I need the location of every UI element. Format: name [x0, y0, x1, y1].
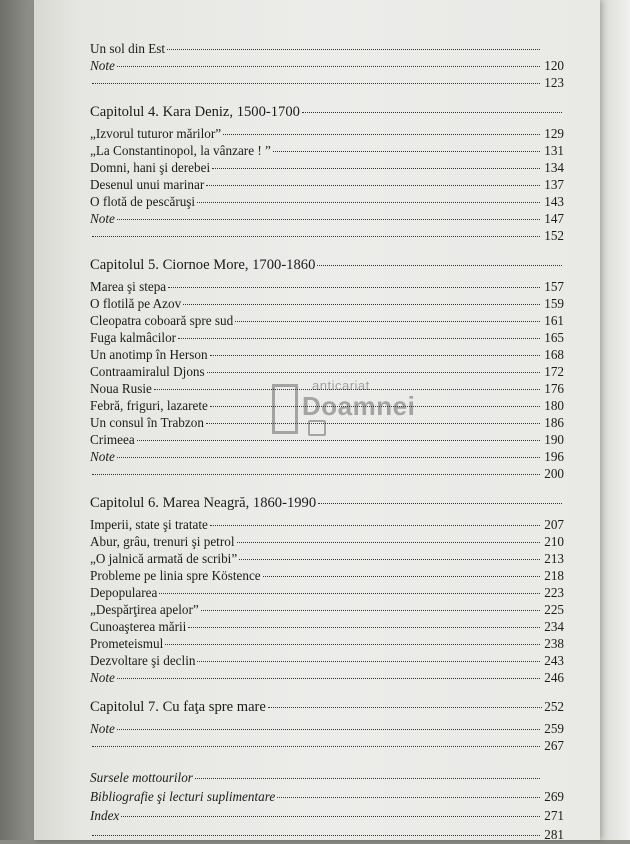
- dot-leader: [206, 184, 540, 186]
- dot-leader: [165, 643, 540, 645]
- toc-entry: [90, 787, 564, 806]
- toc-entry: [90, 720, 564, 737]
- toc-entry: [90, 278, 564, 295]
- toc-entry-label: Note: [90, 449, 115, 464]
- dot-leader: [223, 133, 540, 135]
- toc-entry: [90, 414, 564, 431]
- toc-entry: [90, 380, 564, 397]
- toc-entry-label: Fuga kalmâcilor: [90, 330, 177, 345]
- toc-entry: [90, 618, 564, 635]
- page-number: 259: [544, 721, 564, 736]
- toc-entry-label: Sursele mottourilor: [90, 770, 193, 785]
- toc-entry: [90, 397, 564, 414]
- page-number: 246: [544, 670, 564, 685]
- toc-entry-label: „Izvorul tuturor mărilor”: [90, 126, 222, 141]
- watermark-main-text: Doamnei: [302, 391, 416, 421]
- toc-entry-label: Note: [90, 211, 115, 226]
- toc-entry-label: Probleme pe linia spre Köstence: [90, 568, 261, 583]
- toc-entry-label: Noua Rusie: [90, 381, 152, 396]
- dot-leader: [273, 150, 540, 152]
- dot-leader: [237, 541, 541, 543]
- dot-leader: [239, 558, 540, 560]
- page-number: 137: [544, 177, 564, 192]
- page-number: 210: [544, 534, 564, 549]
- watermark-top-text: anticariat: [312, 378, 370, 393]
- dot-leader: [197, 201, 540, 203]
- page-number: 131: [544, 143, 564, 158]
- page-number: 129: [544, 126, 564, 141]
- dot-leader: [263, 575, 540, 577]
- dot-leader: [92, 745, 540, 747]
- page-number: 120: [544, 58, 564, 73]
- chapter-heading: [90, 254, 564, 276]
- toc-entry: [90, 57, 564, 74]
- toc-entry: [90, 363, 564, 380]
- toc-entry-label: „O jalnică armată de scribi”: [90, 551, 238, 566]
- toc-entry-label: Cleopatra coboară spre sud: [90, 313, 234, 328]
- page-number: 267: [544, 738, 564, 753]
- dot-leader: [317, 264, 562, 266]
- toc-entry: [90, 652, 564, 669]
- toc-entry-label: Marea şi stepa: [90, 279, 167, 294]
- section-gap: [90, 754, 564, 768]
- toc-entry: [90, 431, 564, 448]
- toc-entry: [90, 601, 564, 618]
- toc-entry-label: Depopularea: [90, 585, 158, 600]
- dot-leader: [92, 235, 540, 237]
- dot-leader: [318, 502, 562, 504]
- dot-leader: [183, 303, 540, 305]
- dot-leader: [210, 524, 540, 526]
- toc-entry: [90, 550, 564, 567]
- toc-entry-label: Un anotimp în Herson: [90, 347, 208, 362]
- toc-entry: [90, 74, 564, 91]
- toc-entry-label: Contraamiralul Djons: [90, 364, 205, 379]
- dot-leader: [212, 167, 540, 169]
- toc-entry-label: O flotilă pe Azov: [90, 296, 182, 311]
- dot-leader: [277, 796, 540, 798]
- chapter-heading: [90, 492, 564, 514]
- page-number: 271: [544, 808, 564, 823]
- toc-entry: [90, 567, 564, 584]
- page-number: 190: [544, 432, 564, 447]
- page-number: 252: [544, 699, 564, 714]
- toc-entry-label: „Despărţirea apelor”: [90, 602, 199, 617]
- toc-entry-label: Bibliografie şi lecturi suplimentare: [90, 789, 276, 804]
- dot-leader: [197, 660, 540, 662]
- dot-leader: [117, 65, 540, 67]
- toc-entry-label: Abur, grâu, trenuri şi petrol: [90, 534, 235, 549]
- toc-entry-label: O flotă de pescăruşi: [90, 194, 196, 209]
- page-number: 207: [544, 517, 564, 532]
- toc-entry: [90, 825, 564, 844]
- page-number: 172: [544, 364, 564, 379]
- dot-leader: [268, 706, 542, 708]
- dot-leader: [195, 777, 540, 779]
- dot-leader: [210, 405, 540, 407]
- dot-leader: [92, 82, 540, 84]
- toc-entry: [90, 768, 564, 787]
- dot-leader: [159, 592, 540, 594]
- toc-entry-label: Dezvoltare şi declin: [90, 653, 196, 668]
- toc-entry: [90, 142, 564, 159]
- toc-entry: [90, 210, 564, 227]
- page-number: 200: [544, 466, 564, 481]
- page-number: 180: [544, 398, 564, 413]
- toc-entry: [90, 295, 564, 312]
- page-number: 196: [544, 449, 564, 464]
- page-number: 186: [544, 415, 564, 430]
- toc-entry-label: Un consul în Trabzon: [90, 415, 204, 430]
- toc-entry-label: Febră, friguri, lazarete: [90, 398, 208, 413]
- toc-entry: [90, 584, 564, 601]
- toc-entry: [90, 448, 564, 465]
- toc-entry: [90, 516, 564, 533]
- toc-entry-label: Crimeea: [90, 432, 135, 447]
- toc-entry-label: Cunoaşterea mării: [90, 619, 187, 634]
- toc-entry: [90, 465, 564, 482]
- page-number: 147: [544, 211, 564, 226]
- dot-leader: [207, 371, 540, 373]
- chapter-title: Capitolul 6. Marea Neagră, 1860-1990: [90, 495, 317, 511]
- page-number: 269: [544, 789, 564, 804]
- dot-leader: [121, 815, 540, 817]
- page-number: 168: [544, 347, 564, 362]
- page-number: 165: [544, 330, 564, 345]
- page-number: 223: [544, 585, 564, 600]
- dot-leader: [201, 609, 540, 611]
- chapter-heading: [90, 101, 564, 123]
- toc-entry: [90, 329, 564, 346]
- dot-leader: [117, 218, 540, 220]
- toc-entry-label: Un sol din Est: [90, 41, 166, 56]
- dot-leader: [167, 48, 540, 50]
- dot-leader: [188, 626, 540, 628]
- page-number: 225: [544, 602, 564, 617]
- toc-entry-label: Note: [90, 58, 115, 73]
- chapter-title: Capitolul 5. Ciornoe More, 1700-1860: [90, 257, 316, 273]
- toc-entry: [90, 533, 564, 550]
- dot-leader: [92, 473, 540, 475]
- page-number: 123: [544, 75, 564, 90]
- toc-entry: [90, 346, 564, 363]
- dot-leader: [168, 286, 540, 288]
- page-number: 213: [544, 551, 564, 566]
- page-number: 218: [544, 568, 564, 583]
- dot-leader: [206, 422, 540, 424]
- toc-entry: [90, 176, 564, 193]
- dot-leader: [117, 728, 540, 730]
- dot-leader: [210, 354, 540, 356]
- toc-entry-label: Domni, hani şi derebei: [90, 160, 211, 175]
- toc-entry: [90, 125, 564, 142]
- chapter-title: Capitolul 4. Kara Deniz, 1500-1700: [90, 104, 300, 120]
- toc-entry: [90, 669, 564, 686]
- dot-leader: [235, 320, 540, 322]
- page-number: 134: [544, 160, 564, 175]
- page-number: 234: [544, 619, 564, 634]
- toc-entry: [90, 40, 564, 57]
- chapter-heading: [90, 696, 564, 718]
- toc-entry-label: Prometeismul: [90, 636, 164, 651]
- toc-entry: [90, 193, 564, 210]
- page-number: 176: [544, 381, 564, 396]
- toc-entry-label: Desenul unui marinar: [90, 177, 205, 192]
- table-of-contents: [90, 40, 564, 844]
- page-number: 143: [544, 194, 564, 209]
- chapter-title: Capitolul 7. Cu faţa spre mare: [90, 699, 266, 715]
- page-number: 159: [544, 296, 564, 311]
- dot-leader: [178, 337, 540, 339]
- toc-entry: [90, 312, 564, 329]
- toc-entry: [90, 635, 564, 652]
- page-number: 157: [544, 279, 564, 294]
- toc-entry-label: Index: [90, 808, 120, 823]
- dot-leader: [302, 111, 562, 113]
- dot-leader: [117, 456, 540, 458]
- dot-leader: [117, 677, 540, 679]
- page-number: 152: [544, 228, 564, 243]
- toc-entry: [90, 737, 564, 754]
- page-number: 243: [544, 653, 564, 668]
- toc-entry-label: Note: [90, 721, 115, 736]
- toc-entry: [90, 806, 564, 825]
- dot-leader: [154, 388, 540, 390]
- dot-leader: [137, 439, 540, 441]
- page-number: 238: [544, 636, 564, 651]
- page-number: 281: [544, 827, 564, 842]
- toc-entry-label: Note: [90, 670, 115, 685]
- dot-leader: [92, 834, 540, 836]
- page-number: 161: [544, 313, 564, 328]
- toc-entry: [90, 159, 564, 176]
- toc-entry-label: „La Constantinopol, la vânzare ! ”: [90, 143, 271, 158]
- toc-entry: [90, 227, 564, 244]
- toc-entry-label: Imperii, state şi tratate: [90, 517, 208, 532]
